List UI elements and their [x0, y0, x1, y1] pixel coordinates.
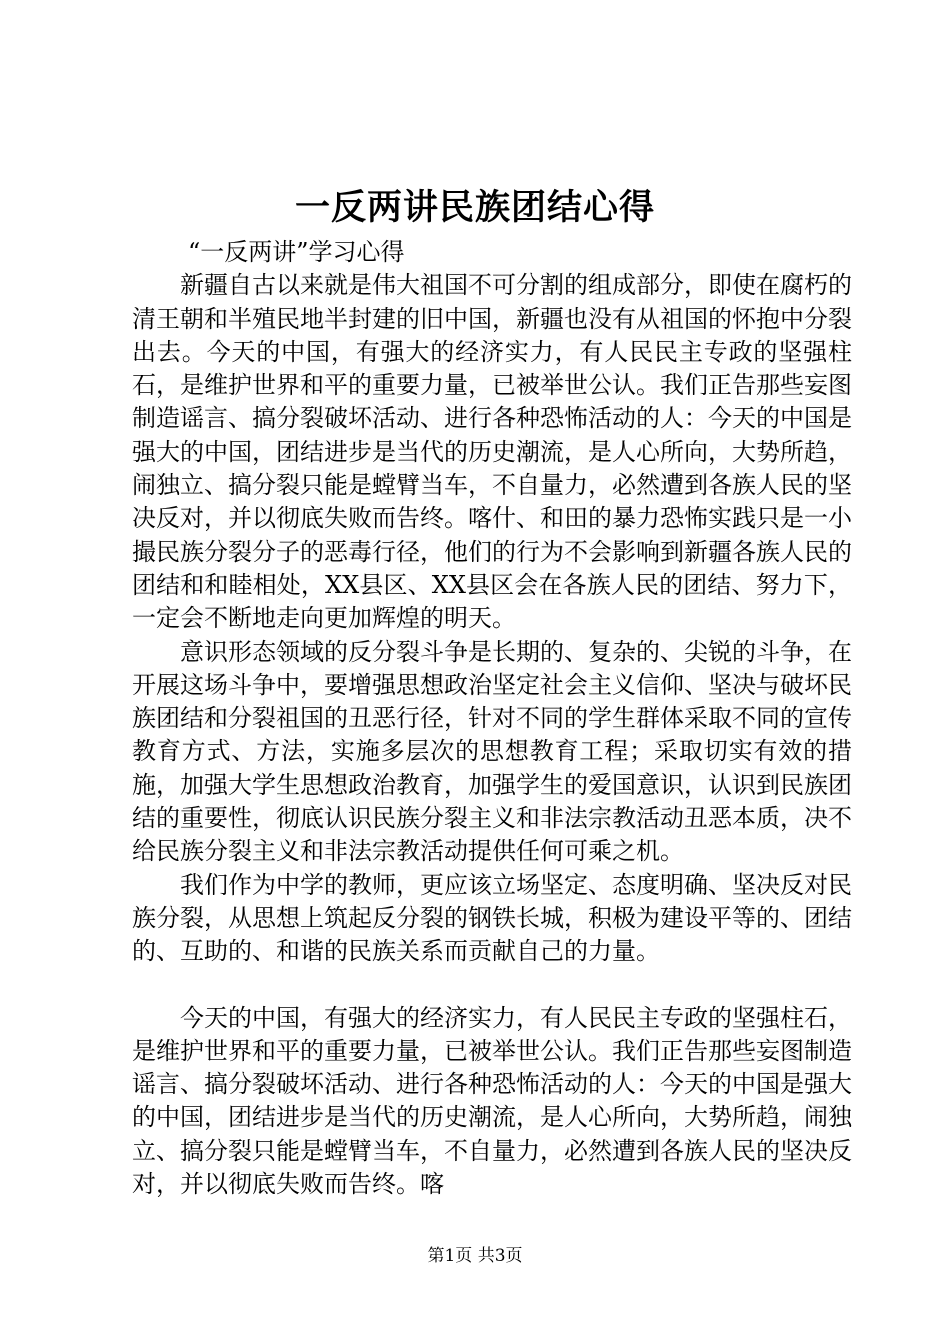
- document-title: 一反两讲民族团结心得: [294, 187, 655, 228]
- page-footer: 第1页 共3页: [427, 1246, 523, 1266]
- paragraph: 今天的中国，有强大的经济实力，有人民民主专政的坚强柱石，是维护世界和平的重要力量，已被举世公认。我们正告那些妄图制造谣言、搞分裂破坏活动、进行各种恐怖活动的人：今天的中国是强大的中国，团结进步是当代的历史潮流，是人心所向，大势所趋，闹独立、搞分裂只能是螳臂当车，不自量力，必然遭到各族人民的坚决反对，并以彻底失败而告终。喀: [132, 1003, 852, 1199]
- paragraph: 新疆自古以来就是伟大祖国不可分割的组成部分，即使在腐朽的清王朝和半殖民地半封建的旧中国，新疆也没有从祖国的怀抱中分裂出去。今天的中国，有强大的经济实力，有人民民主专政的坚强柱石，是维护世界和平的重要力量，已被举世公认。我们正告那些妄图制造谣言、搞分裂破坏活动、进行各种恐怖活动的人：今天的中国是强大的中国，团结进步是当代的历史潮流，是人心所向，大势所趋，闹独立、搞分裂只能是螳臂当车，不自量力，必然遭到各族人民的坚决反对，并以彻底失败而告终。喀什、和田的暴力恐怖实践只是一小撮民族分裂分子的恶毒行径，他们的行为不会影响到新疆各族人民的团结和和睦相处，XX县区、XX县区会在各族人民的团结、努力下，一定会不断地走向更加辉煌的明天。: [132, 271, 852, 633]
- section-subtitle: “一反两讲”学习心得: [188, 238, 405, 266]
- paragraph: 意识形态领域的反分裂斗争是长期的、复杂的、尖锐的斗争，在开展这场斗争中，要增强思想政治坚定社会主义信仰、坚决与破坏民族团结和分裂祖国的丑恶行径，针对不同的学生群体采取不同的宣传教育方式、方法，实施多层次的思想教育工程；采取切实有效的措施，加强大学生思想政治教育，加强学生的爱国意识，认识到民族团结的重要性，彻底认识民族分裂主义和非法宗教活动丑恶本质，决不给民族分裂主义和非法宗教活动提供任何可乘之机。: [132, 637, 852, 866]
- document-body: [132, 236, 852, 1201]
- paragraph: 我们作为中学的教师，更应该立场坚定、态度明确、坚决反对民族分裂，从思想上筑起反分裂的钢铁长城，积极为建设平等的、团结的、互助的、和谐的民族关系而贡献自己的力量。: [132, 870, 852, 966]
